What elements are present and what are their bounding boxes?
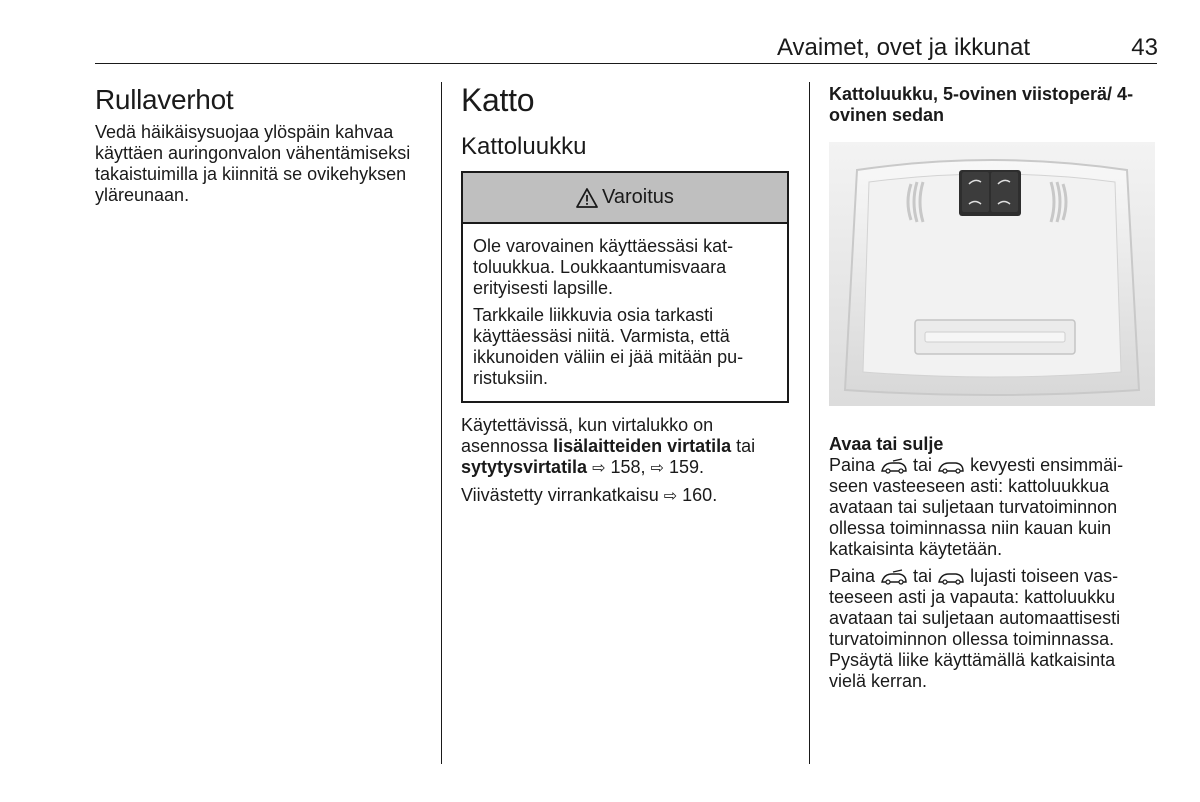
section-title: Avaimet, ovet ja ikkunat [776,34,1030,61]
page-ref-arrow-icon: ⇨ [592,460,606,477]
heading-open-close: Avaa tai sulje [829,434,944,454]
p2-text-c: lujasti toiseen vasteeseen asti ja vapauta: kattoluukku avataan tai suljetaan automaattisesti turvatoiminnon ollessa toiminnassa. Pysäytä liike käyttämällä katkaisinta vielä kerran. [829,566,1121,691]
warning-body [463,224,787,401]
heading-rullaverhot: Rullaverhot [95,84,234,115]
usage-paragraph [461,415,791,479]
sunroof-close-icon [937,569,965,585]
warning-box [461,171,789,403]
overhead-console-image [829,142,1155,406]
rullaverhot-paragraph: Vedä häikäisysuojaa ylöspäin kahvaa käyttäen auringonvalon vähentämiseksi takaistuimilla ja kiinnitä se ovikehyksen yläreunaan. [95,122,411,205]
delay-paragraph [461,485,791,507]
column-katto [461,82,791,507]
delay-ref-160[interactable]: 160. [677,485,718,505]
p1-text-b: tai [908,455,938,475]
heading-kattoluukku: Kattoluukku [461,133,587,160]
p1-text-c: kevyesti ensimmäiseen vasteeseen asti: kattoluukkua avataan tai suljetaan turvatoiminnon ollessa toiminnassa niin kauan kuin katkaisinta käytetään. [829,455,1124,559]
usage-bold-accessory: lisälaitteiden virtatila [553,436,732,456]
usage-text-1: Käytettävissä, kun virtalukko on asennossa [461,415,714,456]
sunroof-close-icon [937,458,965,474]
warning-label: Varoitus [602,186,674,208]
open-close-paragraph-1 [829,455,1155,560]
usage-bold-ignition: sytytysvirtatila [461,457,588,477]
warning-triangle-icon [576,188,598,208]
sunroof-open-icon [880,569,908,585]
heading-katto: Katto [461,82,535,118]
warning-header [463,173,787,224]
page-number: 43 [1131,34,1158,61]
header-divider [95,63,1157,64]
usage-ref-158[interactable]: 158, [605,457,651,477]
column-rullaverhot [95,82,425,206]
sunroof-switch-illustration [829,142,1155,406]
column-divider-right [809,82,810,764]
sunroof-open-icon [880,458,908,474]
page-ref-arrow-icon: ⇨ [663,488,678,505]
warning-paragraph-2: Tarkkaile liikkuvia osia tarkasti käyttäessäsi niitä. Varmista, että ikkunoiden väliin ei jää mitään puristuksiin. [473,305,744,388]
column-sunroof-sedan [829,82,1155,692]
usage-ref-159[interactable]: 159. [663,457,704,477]
p2-text-a: Paina [829,566,881,586]
column-divider-left [441,82,442,764]
heading-sunroof-variants: Kattoluukku, 5-ovinen viistoperä/ 4-ovinen sedan [829,84,1134,125]
p1-text-a: Paina [829,455,881,475]
page-ref-arrow-icon: ⇨ [650,460,664,477]
p2-text-b: tai [908,566,938,586]
delay-text: Viivästetty virrankatkaisu [461,485,664,505]
warning-paragraph-1: Ole varovainen käyttäessäsi kattoluukkua. Loukkaantumisvaara erityisesti lapsille. [473,236,734,298]
open-close-paragraph-2 [829,566,1155,692]
usage-text-2: tai [731,436,756,456]
